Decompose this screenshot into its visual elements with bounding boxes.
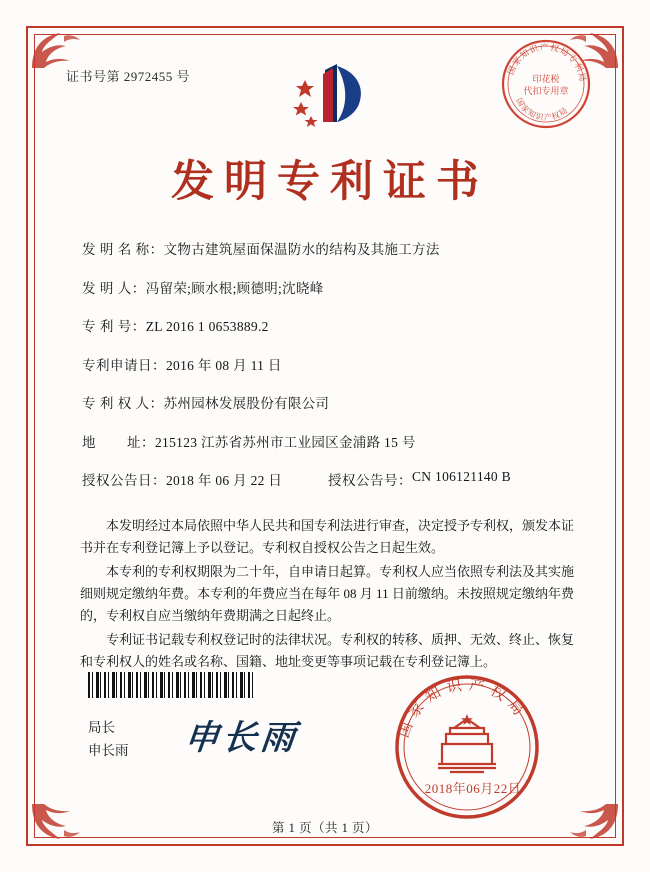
svg-text:国家知识产权局: 国家知识产权局 bbox=[514, 96, 570, 123]
corner-ornament-icon bbox=[30, 30, 84, 70]
field-value: 苏州园林发展股份有限公司 bbox=[163, 396, 330, 411]
field-label: 专利申请日： bbox=[82, 357, 166, 373]
field-patentee bbox=[82, 392, 568, 412]
field-address bbox=[82, 431, 568, 451]
field-label: 授权公告日： bbox=[82, 473, 166, 488]
field-label: 专 利 权 人： bbox=[82, 396, 164, 411]
field-value: 215123 江苏省苏州市工业园区金浦路 15 号 bbox=[155, 434, 416, 450]
signature-labels bbox=[88, 716, 129, 762]
seal-date: 2018年06月22日 bbox=[424, 781, 522, 796]
field-grant-row bbox=[82, 469, 568, 489]
director-title-label: 局长 bbox=[88, 720, 115, 735]
field-label: 发 明 名 称： bbox=[82, 242, 164, 257]
page-title: 发明专利证书 bbox=[171, 157, 489, 207]
field-value: 冯留荣;顾水根;顾德明;沈晓峰 bbox=[145, 280, 324, 296]
barcode bbox=[88, 672, 256, 698]
field-label: 地 址： bbox=[82, 434, 155, 450]
field-value: 2018 年 06 月 22 日 bbox=[166, 473, 283, 488]
field-value: 2016 年 08 月 11 日 bbox=[166, 357, 282, 373]
paragraph: 本专利的专利权期限为二十年，自申请日起算。专利权人应当依照专利法及其实施细则规定缴纳年费。本专利的年费应当在每年 08 月 11 日前缴纳。未按照规定缴纳年费的，专利权自应当缴纳年费期满之日起终止。 bbox=[80, 564, 575, 623]
field-label: 授权公告号： bbox=[328, 473, 412, 488]
field-application-date bbox=[82, 354, 568, 374]
field-value: 文物古建筑屋面保温防水的结构及其施工方法 bbox=[163, 242, 440, 257]
legal-text-block bbox=[80, 515, 574, 675]
field-inventors bbox=[82, 277, 568, 297]
paragraph: 本发明经过本局依照中华人民共和国专利法进行审查，决定授予专利权，颁发本证书并在专利登记簿上予以登记。专利权自授权公告之日起生效。 bbox=[80, 518, 575, 555]
paragraph: 专利证书记载专利权登记时的法律状况。专利权的转移、质押、无效、终止、恢复和专利权人的姓名或名称、国籍、地址变更等事项记载在专利登记簿上。 bbox=[80, 632, 575, 669]
svg-text:代扣专用章: 代扣专用章 bbox=[523, 87, 569, 97]
field-patent-number bbox=[82, 315, 568, 335]
director-name-label: 申长雨 bbox=[88, 743, 129, 758]
field-value: ZL 2016 1 0653889.2 bbox=[145, 319, 269, 334]
field-list bbox=[82, 238, 568, 508]
director-handwritten-signature: 申长雨 bbox=[182, 718, 301, 758]
svg-text:印花税: 印花税 bbox=[532, 75, 560, 85]
official-seal-icon bbox=[392, 672, 542, 822]
svg-text:国家知识产权局: 国家知识产权局 bbox=[394, 675, 532, 740]
field-grant-date bbox=[82, 469, 328, 489]
sipo-logo-icon bbox=[285, 62, 375, 137]
field-value: CN 106121140 B bbox=[412, 469, 511, 484]
svg-text:国家知识产权局专利局: 国家知识产权局专利局 bbox=[506, 42, 588, 84]
fee-stamp-seal-icon bbox=[500, 38, 592, 130]
field-grant-publication-number bbox=[328, 469, 568, 489]
field-invention-name bbox=[82, 238, 568, 258]
field-label: 专 利 号： bbox=[82, 319, 146, 334]
page-footer: 第 1 页（共 1 页） bbox=[271, 821, 378, 835]
certificate-number: 证书号第 2972455 号 bbox=[66, 69, 191, 84]
field-label: 发 明 人： bbox=[82, 280, 146, 296]
